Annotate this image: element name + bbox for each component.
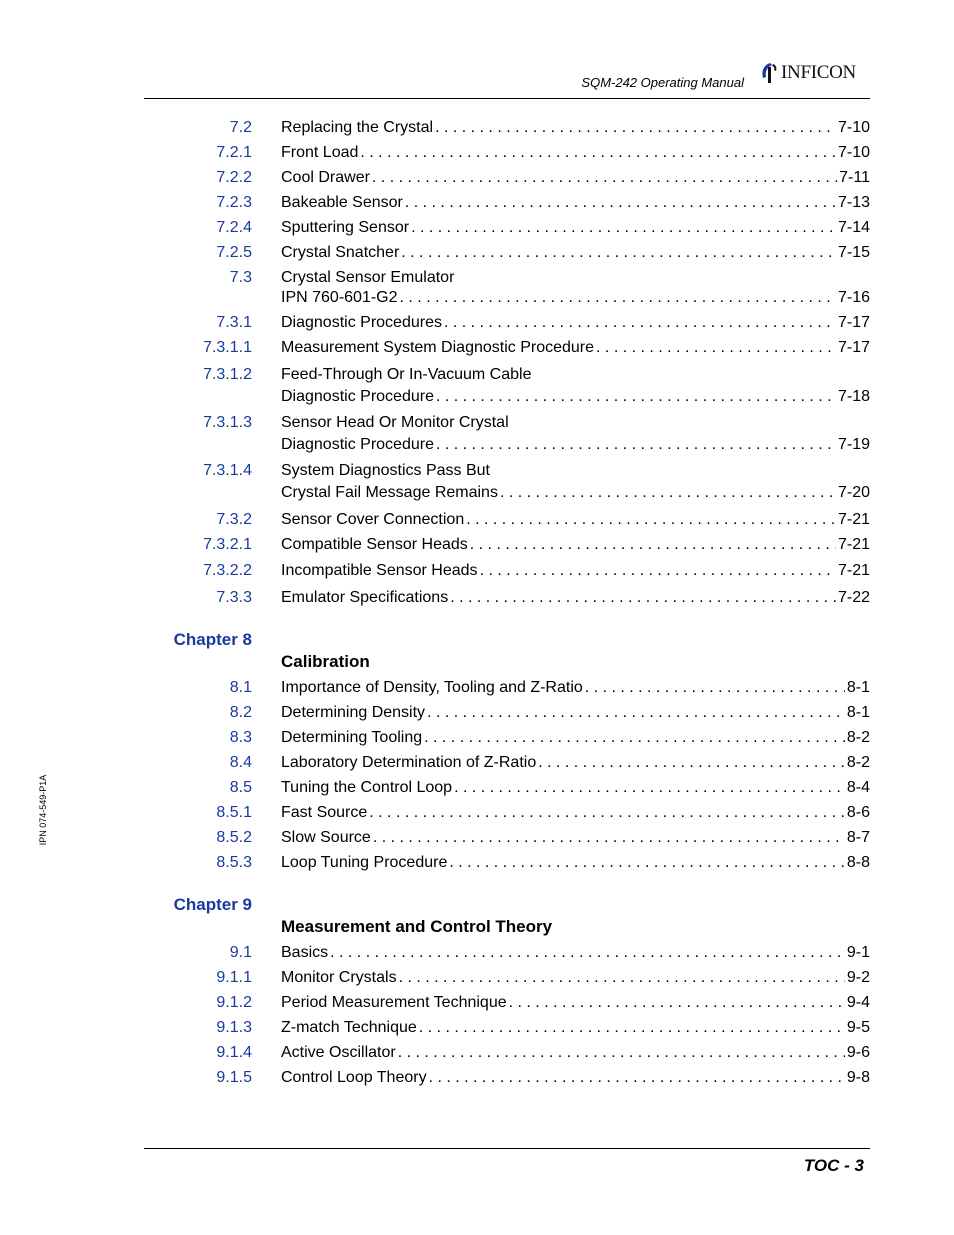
page-number: 8-4 bbox=[846, 779, 870, 796]
section-number: 7.2.5 bbox=[216, 244, 252, 261]
dot-leader bbox=[470, 535, 836, 555]
section-number: 9.1.3 bbox=[216, 1019, 252, 1036]
section-number: 8.3 bbox=[229, 729, 252, 746]
dot-leader bbox=[449, 853, 845, 873]
page-number: 7-13 bbox=[837, 194, 870, 211]
dot-leader bbox=[435, 118, 836, 138]
page-number: 8-1 bbox=[846, 704, 870, 721]
page-number: 8-6 bbox=[846, 804, 870, 821]
section-number: 9.1 bbox=[229, 944, 252, 961]
section-number: 8.5.2 bbox=[216, 829, 252, 846]
section-number: 7.2.3 bbox=[216, 194, 252, 211]
dot-leader bbox=[419, 1018, 845, 1038]
section-title: Active Oscillator bbox=[281, 1044, 396, 1061]
section-number: 9.1.1 bbox=[216, 969, 252, 986]
section-title: System Diagnostics Pass But bbox=[281, 462, 490, 479]
inficon-logo-text: INFICON bbox=[781, 62, 856, 83]
dot-leader bbox=[372, 168, 837, 188]
section-title: Sensor Head Or Monitor Crystal bbox=[281, 414, 509, 431]
section-number: 7.2.1 bbox=[216, 144, 252, 161]
section-number: 8.5.1 bbox=[216, 804, 252, 821]
section-title: Sensor Cover Connection bbox=[281, 511, 465, 528]
section-number: 7.2.2 bbox=[216, 169, 252, 186]
section-title: Determining Tooling bbox=[281, 729, 423, 746]
section-title: Diagnostic Procedures bbox=[281, 314, 442, 331]
section-title: Basics bbox=[281, 944, 329, 961]
section-title: Crystal Sensor Emulator bbox=[281, 269, 455, 286]
page-number: 9-4 bbox=[846, 994, 870, 1011]
section-number: 7.3.1.4 bbox=[203, 462, 252, 479]
section-number: 8.5.3 bbox=[216, 854, 252, 871]
dot-leader bbox=[538, 753, 845, 773]
section-title: Tuning the Control Loop bbox=[281, 779, 453, 796]
section-number: 8.4 bbox=[229, 754, 252, 771]
section-number: 7.3.1 bbox=[216, 314, 252, 331]
dot-leader bbox=[411, 218, 836, 238]
page-number: 7-21 bbox=[837, 511, 870, 528]
page-number: 9-6 bbox=[846, 1044, 870, 1061]
section-title: Incompatible Sensor Heads bbox=[281, 562, 478, 579]
footer-rule bbox=[144, 1148, 870, 1149]
page-number: 8-8 bbox=[846, 854, 870, 871]
section-number: 7.2.4 bbox=[216, 219, 252, 236]
page-number: 7-22 bbox=[837, 589, 870, 606]
page-number: 7-11 bbox=[839, 169, 870, 186]
section-title: Fast Source bbox=[281, 804, 368, 821]
page-number: 8-2 bbox=[846, 754, 870, 771]
section-number: 7.3.2.2 bbox=[203, 562, 252, 579]
dot-leader bbox=[500, 483, 836, 503]
dot-leader bbox=[454, 778, 845, 798]
section-title: Front Load bbox=[281, 144, 359, 161]
page-number: 9-8 bbox=[846, 1069, 870, 1086]
page-number: 7-21 bbox=[837, 562, 870, 579]
section-title: Sputtering Sensor bbox=[281, 219, 410, 236]
dot-leader bbox=[360, 143, 836, 163]
ipn-side-label: IPN 074-549-P1A bbox=[38, 774, 48, 846]
dot-leader bbox=[399, 968, 845, 988]
dot-leader bbox=[373, 828, 845, 848]
section-title-continued: IPN 760-601-G2 bbox=[281, 289, 398, 306]
dot-leader bbox=[405, 193, 836, 213]
dot-leader bbox=[585, 678, 845, 698]
section-number: 7.3.1.1 bbox=[203, 339, 252, 356]
manual-title: SQM-242 Operating Manual bbox=[581, 75, 744, 90]
section-number: 7.3.1.3 bbox=[203, 414, 252, 431]
section-number: 7.3.3 bbox=[216, 589, 252, 606]
dot-leader bbox=[369, 803, 845, 823]
chapter-8-label[interactable]: Chapter 8 bbox=[173, 630, 252, 649]
chapter-9-label[interactable]: Chapter 9 bbox=[173, 895, 252, 914]
page-number: 8-7 bbox=[846, 829, 870, 846]
section-title: Slow Source bbox=[281, 829, 371, 846]
dot-leader bbox=[436, 387, 836, 407]
inficon-logo-mark-icon bbox=[760, 61, 778, 85]
section-number: 7.3.1.2 bbox=[203, 366, 252, 383]
page-number: 8-2 bbox=[846, 729, 870, 746]
section-title: Laboratory Determination of Z-Ratio bbox=[281, 754, 537, 771]
page-number: 7-21 bbox=[837, 536, 870, 553]
dot-leader bbox=[330, 943, 845, 963]
page-number: 7-15 bbox=[837, 244, 870, 261]
dot-leader bbox=[429, 1068, 845, 1088]
section-title: Importance of Density, Tooling and Z-Ratio bbox=[281, 679, 583, 696]
section-number: 7.3 bbox=[229, 269, 252, 286]
dot-leader bbox=[398, 1043, 845, 1063]
dot-leader bbox=[450, 588, 836, 608]
section-number: 7.3.2.1 bbox=[203, 536, 252, 553]
toc-page-number: TOC - 3 bbox=[803, 1156, 864, 1175]
page-number: 9-5 bbox=[846, 1019, 870, 1036]
page-number: 7-10 bbox=[837, 144, 870, 161]
page-number: 7-17 bbox=[837, 339, 870, 356]
section-number: 8.1 bbox=[229, 679, 252, 696]
page-number: 9-2 bbox=[846, 969, 870, 986]
page-number: 9-1 bbox=[846, 944, 870, 961]
section-number: 8.2 bbox=[229, 704, 252, 721]
chapter-8-title[interactable]: Calibration bbox=[281, 652, 370, 671]
section-title: Crystal Snatcher bbox=[281, 244, 400, 261]
section-number: 9.1.4 bbox=[216, 1044, 252, 1061]
dot-leader bbox=[427, 703, 845, 723]
page-number: 7-17 bbox=[837, 314, 870, 331]
page-number: 7-20 bbox=[837, 484, 870, 501]
section-title-continued: Diagnostic Procedure bbox=[281, 388, 434, 405]
section-number: 7.2 bbox=[229, 119, 252, 136]
section-title: Determining Density bbox=[281, 704, 426, 721]
dot-leader bbox=[436, 435, 836, 455]
section-number: 7.3.2 bbox=[216, 511, 252, 528]
dot-leader bbox=[400, 288, 836, 308]
header-rule bbox=[144, 98, 870, 99]
section-title: Period Measurement Technique bbox=[281, 994, 507, 1011]
section-title: Measurement System Diagnostic Procedure bbox=[281, 339, 595, 356]
dot-leader bbox=[444, 313, 836, 333]
section-title: Monitor Crystals bbox=[281, 969, 397, 986]
page-number: 7-19 bbox=[837, 436, 870, 453]
dot-leader bbox=[596, 338, 836, 358]
dot-leader bbox=[424, 728, 845, 748]
section-title: Feed-Through Or In-Vacuum Cable bbox=[281, 366, 532, 383]
section-title: Control Loop Theory bbox=[281, 1069, 427, 1086]
page-number: 8-1 bbox=[846, 679, 870, 696]
chapter-9-title[interactable]: Measurement and Control Theory bbox=[281, 917, 553, 936]
section-title-continued: Crystal Fail Message Remains bbox=[281, 484, 498, 501]
section-title: Emulator Specifications bbox=[281, 589, 449, 606]
section-title: Loop Tuning Procedure bbox=[281, 854, 448, 871]
dot-leader bbox=[509, 993, 845, 1013]
page-number: 7-14 bbox=[837, 219, 870, 236]
section-title-continued: Diagnostic Procedure bbox=[281, 436, 434, 453]
dot-leader bbox=[466, 510, 836, 530]
page-number: 7-16 bbox=[837, 289, 870, 306]
section-number: 9.1.5 bbox=[216, 1069, 252, 1086]
page-number: 7-18 bbox=[837, 388, 870, 405]
dot-leader bbox=[480, 561, 836, 581]
inficon-logo bbox=[760, 60, 856, 86]
section-title: Cool Drawer bbox=[281, 169, 370, 186]
section-title: Bakeable Sensor bbox=[281, 194, 403, 211]
page-number: 7-10 bbox=[837, 119, 870, 136]
section-title: Z-match Technique bbox=[281, 1019, 417, 1036]
section-number: 9.1.2 bbox=[216, 994, 252, 1011]
section-number: 8.5 bbox=[229, 779, 252, 796]
section-title: Compatible Sensor Heads bbox=[281, 536, 468, 553]
dot-leader bbox=[401, 243, 836, 263]
section-title: Replacing the Crystal bbox=[281, 119, 434, 136]
